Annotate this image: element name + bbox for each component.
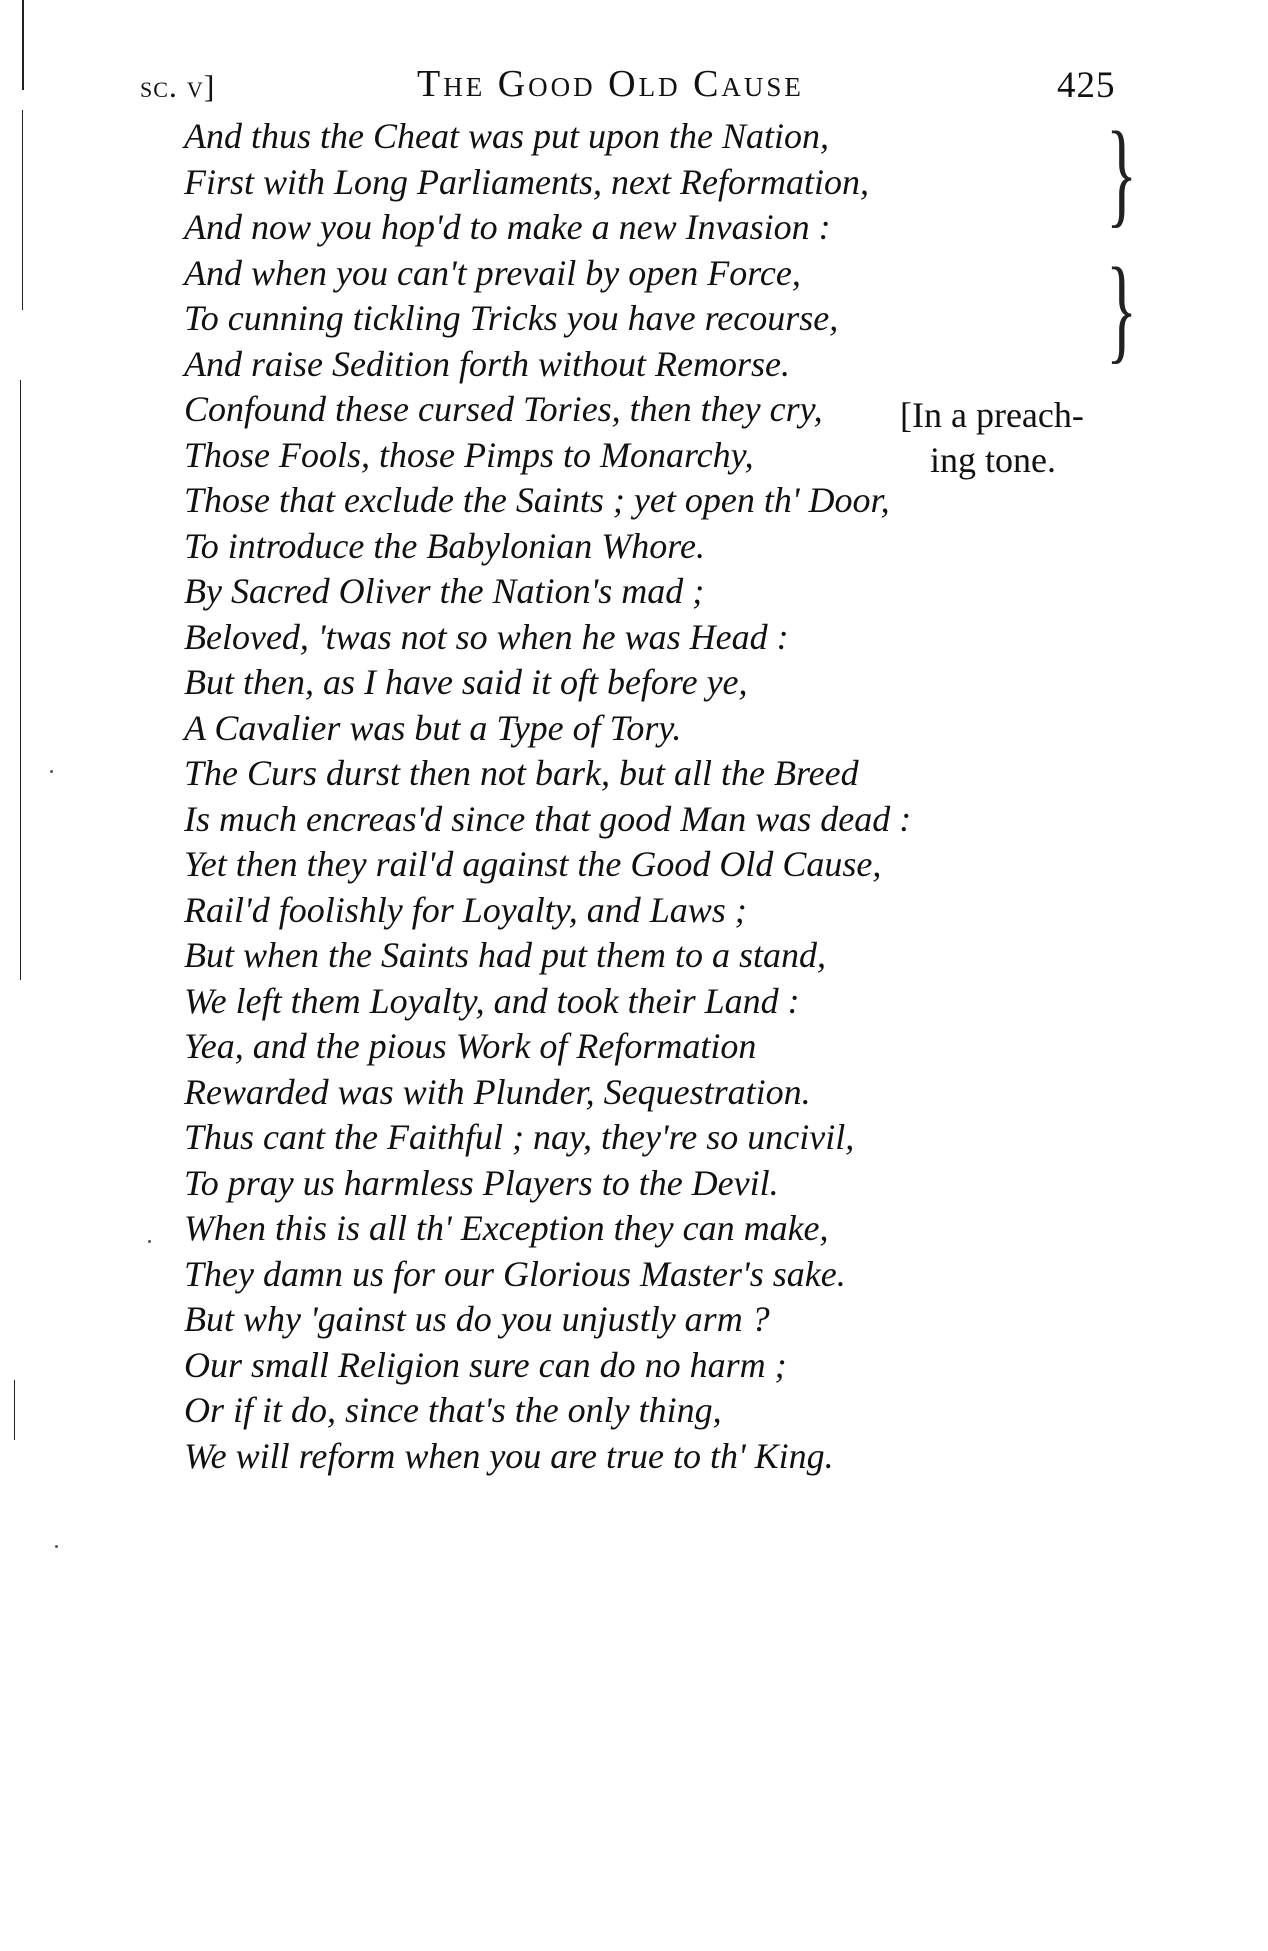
scan-speck bbox=[148, 1240, 151, 1243]
verse-line: And now you hop'd to make a new Invasion : bbox=[184, 207, 831, 247]
verse-line: But then, as I have said it oft before ye, bbox=[184, 662, 748, 702]
verse-line: Is much encreas'd since that good Man was dead : bbox=[184, 798, 912, 839]
verse-line: By Sacred Oliver the Nation's mad ; bbox=[184, 571, 705, 611]
triplet-brace-bottom: } bbox=[1106, 243, 1138, 374]
verse-line: And when you can't prevail by open Force, bbox=[184, 252, 801, 293]
verse-line: Confound these cursed Tories, then they cry, bbox=[184, 389, 823, 429]
triplet-brace-top: } bbox=[1106, 107, 1138, 238]
verse-line: Thus cant the Faithful ; nay, they're so uncivil, bbox=[184, 1117, 855, 1157]
scan-speck bbox=[50, 770, 53, 773]
verse-line: The Curs durst then not bark, but all the Breed bbox=[184, 753, 859, 793]
verse-line: To cunning tickling Tricks you have recourse, bbox=[184, 298, 839, 338]
verse-line: And thus the Cheat was put upon the Nation, bbox=[184, 116, 829, 156]
verse-line: Beloved, 'twas not so when he was Head : bbox=[184, 616, 789, 657]
verse-line: Our small Religion sure can do no harm ; bbox=[184, 1344, 787, 1385]
verse-line: To introduce the Babylonian Whore. bbox=[184, 525, 705, 566]
scanned-left-margin bbox=[0, 0, 40, 1951]
verse-line: Those that exclude the Saints ; yet open th' Door, bbox=[184, 480, 890, 520]
verse-line: But when the Saints had put them to a stand, bbox=[184, 935, 826, 975]
verse-line: Those Fools, those Pimps to Monarchy, bbox=[184, 434, 754, 475]
verse-line: Or if it do, since that's the only thing, bbox=[184, 1390, 722, 1430]
stage-direction-line-1: [In a preach- bbox=[900, 395, 1084, 435]
running-title: The Good Old Cause bbox=[417, 63, 804, 105]
verse-line: Yet then they rail'd against the Good Old Cause, bbox=[184, 844, 882, 884]
running-header bbox=[140, 62, 1140, 112]
page-number: 425 bbox=[1057, 65, 1116, 106]
verse-line: They damn us for our Glorious Master's sake. bbox=[184, 1253, 846, 1294]
verse-line: A Cavalier was but a Type of Tory. bbox=[184, 707, 682, 748]
verse-line: Rail'd foolishly for Loyalty, and Laws ; bbox=[184, 889, 747, 930]
verse-line: We will reform when you are true to th' King. bbox=[184, 1435, 834, 1476]
verse-line: But why 'gainst us do you unjustly arm ? bbox=[184, 1299, 770, 1339]
verse-line: To pray us harmless Players to the Devil. bbox=[184, 1162, 779, 1203]
stage-direction-line-2: ing tone. bbox=[930, 440, 1056, 480]
verse-line: When this is all th' Exception they can make, bbox=[184, 1208, 829, 1248]
scene-reference: sc. v] bbox=[140, 68, 216, 104]
verse-block bbox=[184, 107, 1144, 1479]
scan-speck bbox=[55, 1545, 58, 1548]
verse-line: Rewarded was with Plunder, Sequestration. bbox=[184, 1071, 811, 1112]
verse-line: We left them Loyalty, and took their Land : bbox=[184, 980, 800, 1021]
verse-line: First with Long Parliaments, next Reformation, bbox=[184, 161, 869, 202]
verse-line: Yea, and the pious Work of Reformation bbox=[184, 1026, 757, 1066]
verse-line: And raise Sedition forth without Remorse. bbox=[184, 343, 790, 384]
